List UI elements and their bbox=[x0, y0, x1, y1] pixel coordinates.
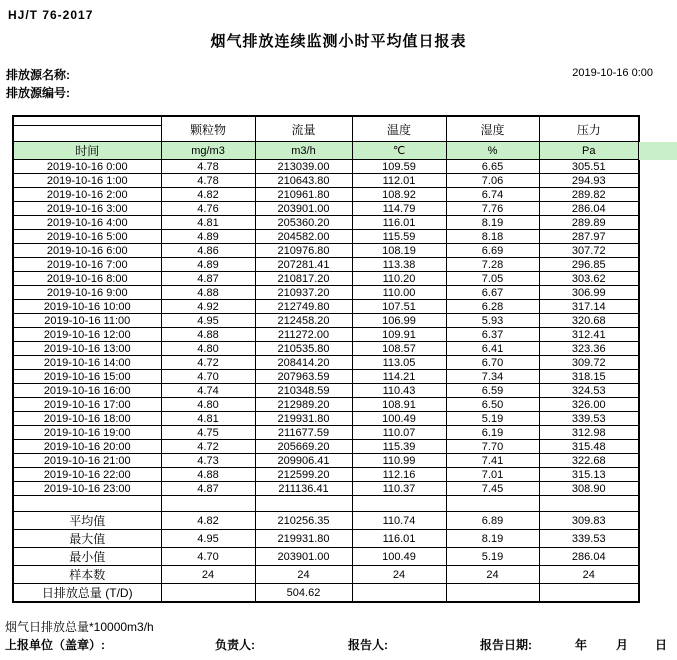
summary-row bbox=[13, 548, 639, 566]
value-cell: 4.86 bbox=[161, 244, 255, 258]
value-cell: 309.72 bbox=[539, 356, 639, 370]
time-cell: 2019-10-16 16:00 bbox=[13, 384, 161, 398]
time-cell: 2019-10-16 13:00 bbox=[13, 342, 161, 356]
value-cell: 108.19 bbox=[352, 244, 446, 258]
value-cell: 8.18 bbox=[446, 230, 539, 244]
summary-value-cell: 24 bbox=[539, 566, 639, 584]
value-cell: 210976.80 bbox=[255, 244, 352, 258]
value-cell: 4.74 bbox=[161, 384, 255, 398]
header-row-top bbox=[13, 116, 639, 126]
unit-cell-2: ℃ bbox=[352, 142, 446, 160]
value-cell: 7.76 bbox=[446, 202, 539, 216]
summary-value-cell: 4.70 bbox=[161, 548, 255, 566]
value-cell: 4.88 bbox=[161, 286, 255, 300]
report-datetime: 2019-10-16 0:00 bbox=[572, 67, 653, 79]
value-cell: 210643.80 bbox=[255, 174, 352, 188]
time-cell: 2019-10-16 14:00 bbox=[13, 356, 161, 370]
value-cell: 209906.41 bbox=[255, 454, 352, 468]
time-cell: 2019-10-16 23:00 bbox=[13, 482, 161, 496]
summary-value-cell: 24 bbox=[446, 566, 539, 584]
value-cell: 211272.00 bbox=[255, 328, 352, 342]
table-row bbox=[13, 230, 639, 244]
value-cell: 212989.20 bbox=[255, 398, 352, 412]
unit-cell-3: % bbox=[446, 142, 539, 160]
value-cell: 207963.59 bbox=[255, 370, 352, 384]
table-row bbox=[13, 202, 639, 216]
time-header-spacer-cell bbox=[13, 116, 161, 126]
value-cell: 207281.41 bbox=[255, 258, 352, 272]
value-cell: 315.48 bbox=[539, 440, 639, 454]
summary-value-cell: 210256.35 bbox=[255, 512, 352, 530]
empty-cell bbox=[352, 496, 446, 512]
table-row bbox=[13, 174, 639, 188]
summary-value-cell bbox=[161, 584, 255, 603]
value-cell: 210817.20 bbox=[255, 272, 352, 286]
time-cell: 2019-10-16 21:00 bbox=[13, 454, 161, 468]
value-cell: 4.89 bbox=[161, 258, 255, 272]
value-cell: 4.87 bbox=[161, 272, 255, 286]
value-cell: 213039.00 bbox=[255, 160, 352, 174]
value-cell: 4.78 bbox=[161, 174, 255, 188]
standard-code: HJ/T 76-2017 bbox=[8, 8, 94, 22]
summary-value-cell: 504.62 bbox=[255, 584, 352, 603]
unit-row bbox=[13, 142, 639, 160]
value-cell: 6.70 bbox=[446, 356, 539, 370]
value-cell: 4.88 bbox=[161, 328, 255, 342]
summary-value-cell: 4.82 bbox=[161, 512, 255, 530]
value-cell: 7.28 bbox=[446, 258, 539, 272]
value-cell: 205669.20 bbox=[255, 440, 352, 454]
value-cell: 113.38 bbox=[352, 258, 446, 272]
summary-value-cell bbox=[539, 584, 639, 603]
empty-row bbox=[13, 496, 639, 512]
value-cell: 4.73 bbox=[161, 454, 255, 468]
value-cell: 115.39 bbox=[352, 440, 446, 454]
table-row bbox=[13, 300, 639, 314]
time-cell: 2019-10-16 20:00 bbox=[13, 440, 161, 454]
time-cell: 2019-10-16 3:00 bbox=[13, 202, 161, 216]
empty-cell bbox=[255, 496, 352, 512]
table-row bbox=[13, 286, 639, 300]
unit-cell-4: Pa bbox=[539, 142, 639, 160]
value-cell: 294.93 bbox=[539, 174, 639, 188]
summary-value-cell bbox=[352, 584, 446, 603]
table-row bbox=[13, 482, 639, 496]
value-cell: 4.95 bbox=[161, 314, 255, 328]
summary-value-cell: 24 bbox=[255, 566, 352, 584]
value-cell: 323.36 bbox=[539, 342, 639, 356]
empty-cell bbox=[539, 496, 639, 512]
summary-value-cell: 5.19 bbox=[446, 548, 539, 566]
value-cell: 114.21 bbox=[352, 370, 446, 384]
value-cell: 110.37 bbox=[352, 482, 446, 496]
pollutant-header-2: 温度 bbox=[352, 116, 446, 142]
value-cell: 289.82 bbox=[539, 188, 639, 202]
value-cell: 204582.00 bbox=[255, 230, 352, 244]
value-cell: 100.49 bbox=[352, 412, 446, 426]
time-cell: 2019-10-16 6:00 bbox=[13, 244, 161, 258]
summary-value-cell: 116.01 bbox=[352, 530, 446, 548]
summary-label-cell: 日排放总量 (T/D) bbox=[13, 584, 161, 603]
summary-value-cell bbox=[446, 584, 539, 603]
value-cell: 303.62 bbox=[539, 272, 639, 286]
value-cell: 106.99 bbox=[352, 314, 446, 328]
report-date-label: 报告日期: bbox=[480, 638, 532, 652]
time-cell: 2019-10-16 0:00 bbox=[13, 160, 161, 174]
summary-value-cell: 24 bbox=[352, 566, 446, 584]
summary-value-cell: 8.19 bbox=[446, 530, 539, 548]
empty-cell bbox=[446, 496, 539, 512]
value-cell: 315.13 bbox=[539, 468, 639, 482]
value-cell: 6.65 bbox=[446, 160, 539, 174]
value-cell: 6.28 bbox=[446, 300, 539, 314]
year-label: 年 bbox=[575, 638, 588, 652]
pollutant-header-0: 颗粒物 bbox=[161, 116, 255, 142]
summary-value-cell: 110.74 bbox=[352, 512, 446, 530]
summary-value-cell: 6.89 bbox=[446, 512, 539, 530]
value-cell: 339.53 bbox=[539, 412, 639, 426]
time-cell: 2019-10-16 2:00 bbox=[13, 188, 161, 202]
value-cell: 110.43 bbox=[352, 384, 446, 398]
time-cell: 2019-10-16 7:00 bbox=[13, 258, 161, 272]
value-cell: 7.45 bbox=[446, 482, 539, 496]
value-cell: 306.99 bbox=[539, 286, 639, 300]
value-cell: 4.81 bbox=[161, 216, 255, 230]
report-unit-label: 上报单位（盖章）: bbox=[5, 638, 105, 652]
value-cell: 4.92 bbox=[161, 300, 255, 314]
value-cell: 324.53 bbox=[539, 384, 639, 398]
summary-value-cell: 100.49 bbox=[352, 548, 446, 566]
summary-label-cell: 平均值 bbox=[13, 512, 161, 530]
value-cell: 112.01 bbox=[352, 174, 446, 188]
summary-label-cell: 最大值 bbox=[13, 530, 161, 548]
time-cell: 2019-10-16 4:00 bbox=[13, 216, 161, 230]
value-cell: 4.88 bbox=[161, 468, 255, 482]
table-row bbox=[13, 412, 639, 426]
value-cell: 210535.80 bbox=[255, 342, 352, 356]
table-row bbox=[13, 328, 639, 342]
value-cell: 4.80 bbox=[161, 398, 255, 412]
pollutant-header-1: 流量 bbox=[255, 116, 352, 142]
value-cell: 7.01 bbox=[446, 468, 539, 482]
table-row bbox=[13, 356, 639, 370]
value-cell: 286.04 bbox=[539, 202, 639, 216]
value-cell: 6.59 bbox=[446, 384, 539, 398]
table-row bbox=[13, 468, 639, 482]
value-cell: 116.01 bbox=[352, 216, 446, 230]
table-row bbox=[13, 454, 639, 468]
value-cell: 212458.20 bbox=[255, 314, 352, 328]
value-cell: 219931.80 bbox=[255, 412, 352, 426]
table-row bbox=[13, 160, 639, 174]
empty-cell bbox=[13, 496, 161, 512]
time-cell: 2019-10-16 10:00 bbox=[13, 300, 161, 314]
summary-row bbox=[13, 584, 639, 603]
summary-row bbox=[13, 512, 639, 530]
value-cell: 296.85 bbox=[539, 258, 639, 272]
value-cell: 8.19 bbox=[446, 216, 539, 230]
table-row bbox=[13, 258, 639, 272]
value-cell: 7.06 bbox=[446, 174, 539, 188]
value-cell: 113.05 bbox=[352, 356, 446, 370]
value-cell: 107.51 bbox=[352, 300, 446, 314]
value-cell: 7.70 bbox=[446, 440, 539, 454]
time-cell: 2019-10-16 9:00 bbox=[13, 286, 161, 300]
value-cell: 5.93 bbox=[446, 314, 539, 328]
total-emission-note: 烟气日排放总量*10000m3/h bbox=[5, 620, 154, 634]
empty-cell bbox=[161, 496, 255, 512]
summary-value-cell: 4.95 bbox=[161, 530, 255, 548]
value-cell: 109.59 bbox=[352, 160, 446, 174]
value-cell: 110.00 bbox=[352, 286, 446, 300]
summary-row bbox=[13, 566, 639, 584]
value-cell: 318.15 bbox=[539, 370, 639, 384]
value-cell: 6.69 bbox=[446, 244, 539, 258]
value-cell: 203901.00 bbox=[255, 202, 352, 216]
source-code-label: 排放源编号: bbox=[6, 86, 70, 100]
value-cell: 6.50 bbox=[446, 398, 539, 412]
value-cell: 211677.59 bbox=[255, 426, 352, 440]
time-cell: 2019-10-16 5:00 bbox=[13, 230, 161, 244]
value-cell: 114.79 bbox=[352, 202, 446, 216]
value-cell: 4.72 bbox=[161, 440, 255, 454]
value-cell: 7.05 bbox=[446, 272, 539, 286]
responsible-person-label: 负责人: bbox=[215, 638, 255, 652]
table-row bbox=[13, 342, 639, 356]
value-cell: 312.98 bbox=[539, 426, 639, 440]
value-cell: 307.72 bbox=[539, 244, 639, 258]
summary-value-cell: 309.83 bbox=[539, 512, 639, 530]
time-cell: 2019-10-16 1:00 bbox=[13, 174, 161, 188]
table-row bbox=[13, 272, 639, 286]
table-row bbox=[13, 370, 639, 384]
unit-cell-1: m3/h bbox=[255, 142, 352, 160]
month-label: 月 bbox=[616, 638, 629, 652]
value-cell: 112.16 bbox=[352, 468, 446, 482]
report-table bbox=[12, 115, 640, 603]
value-cell: 326.00 bbox=[539, 398, 639, 412]
value-cell: 4.81 bbox=[161, 412, 255, 426]
table-row bbox=[13, 426, 639, 440]
table-row bbox=[13, 188, 639, 202]
value-cell: 4.76 bbox=[161, 202, 255, 216]
page-title: 烟气排放连续监测小时平均值日报表 bbox=[210, 33, 467, 50]
table-row bbox=[13, 398, 639, 412]
pollutant-header-3: 湿度 bbox=[446, 116, 539, 142]
value-cell: 287.97 bbox=[539, 230, 639, 244]
day-label: 日 bbox=[655, 638, 668, 652]
row-highlight-extension bbox=[639, 142, 677, 160]
table-row bbox=[13, 440, 639, 454]
value-cell: 4.72 bbox=[161, 356, 255, 370]
time-cell: 2019-10-16 17:00 bbox=[13, 398, 161, 412]
value-cell: 308.90 bbox=[539, 482, 639, 496]
value-cell: 5.19 bbox=[446, 412, 539, 426]
time-cell: 2019-10-16 15:00 bbox=[13, 370, 161, 384]
value-cell: 322.68 bbox=[539, 454, 639, 468]
value-cell: 6.37 bbox=[446, 328, 539, 342]
value-cell: 7.41 bbox=[446, 454, 539, 468]
value-cell: 6.67 bbox=[446, 286, 539, 300]
unit-cell-0: mg/m3 bbox=[161, 142, 255, 160]
value-cell: 212749.80 bbox=[255, 300, 352, 314]
value-cell: 212599.20 bbox=[255, 468, 352, 482]
value-cell: 4.87 bbox=[161, 482, 255, 496]
summary-value-cell: 24 bbox=[161, 566, 255, 584]
time-cell: 2019-10-16 8:00 bbox=[13, 272, 161, 286]
value-cell: 312.41 bbox=[539, 328, 639, 342]
value-cell: 320.68 bbox=[539, 314, 639, 328]
reporter-label: 报告人: bbox=[348, 638, 388, 652]
summary-row bbox=[13, 530, 639, 548]
time-cell: 2019-10-16 12:00 bbox=[13, 328, 161, 342]
value-cell: 4.89 bbox=[161, 230, 255, 244]
summary-value-cell: 286.04 bbox=[539, 548, 639, 566]
value-cell: 115.59 bbox=[352, 230, 446, 244]
summary-value-cell: 339.53 bbox=[539, 530, 639, 548]
value-cell: 205360.20 bbox=[255, 216, 352, 230]
value-cell: 109.91 bbox=[352, 328, 446, 342]
time-cell: 2019-10-16 19:00 bbox=[13, 426, 161, 440]
value-cell: 110.99 bbox=[352, 454, 446, 468]
value-cell: 7.34 bbox=[446, 370, 539, 384]
value-cell: 6.74 bbox=[446, 188, 539, 202]
value-cell: 4.80 bbox=[161, 342, 255, 356]
source-name-label: 排放源名称: bbox=[6, 68, 70, 82]
value-cell: 4.75 bbox=[161, 426, 255, 440]
value-cell: 110.20 bbox=[352, 272, 446, 286]
value-cell: 108.57 bbox=[352, 342, 446, 356]
time-cell: 2019-10-16 11:00 bbox=[13, 314, 161, 328]
value-cell: 4.82 bbox=[161, 188, 255, 202]
table-row bbox=[13, 216, 639, 230]
summary-value-cell: 219931.80 bbox=[255, 530, 352, 548]
value-cell: 317.14 bbox=[539, 300, 639, 314]
time-header-cell: 时间 bbox=[13, 142, 161, 160]
value-cell: 6.41 bbox=[446, 342, 539, 356]
value-cell: 108.91 bbox=[352, 398, 446, 412]
table-row bbox=[13, 314, 639, 328]
value-cell: 210937.20 bbox=[255, 286, 352, 300]
summary-value-cell: 203901.00 bbox=[255, 548, 352, 566]
value-cell: 110.07 bbox=[352, 426, 446, 440]
time-cell: 2019-10-16 22:00 bbox=[13, 468, 161, 482]
summary-label-cell: 最小值 bbox=[13, 548, 161, 566]
report-table-container bbox=[12, 115, 640, 603]
value-cell: 4.70 bbox=[161, 370, 255, 384]
value-cell: 289.89 bbox=[539, 216, 639, 230]
time-header-empty-cell bbox=[13, 126, 161, 142]
pollutant-header-4: 压力 bbox=[539, 116, 639, 142]
value-cell: 108.92 bbox=[352, 188, 446, 202]
value-cell: 210961.80 bbox=[255, 188, 352, 202]
value-cell: 6.19 bbox=[446, 426, 539, 440]
value-cell: 211136.41 bbox=[255, 482, 352, 496]
table-row bbox=[13, 384, 639, 398]
value-cell: 305.51 bbox=[539, 160, 639, 174]
value-cell: 208414.20 bbox=[255, 356, 352, 370]
table-row bbox=[13, 244, 639, 258]
summary-label-cell: 样本数 bbox=[13, 566, 161, 584]
value-cell: 4.78 bbox=[161, 160, 255, 174]
value-cell: 210348.59 bbox=[255, 384, 352, 398]
time-cell: 2019-10-16 18:00 bbox=[13, 412, 161, 426]
